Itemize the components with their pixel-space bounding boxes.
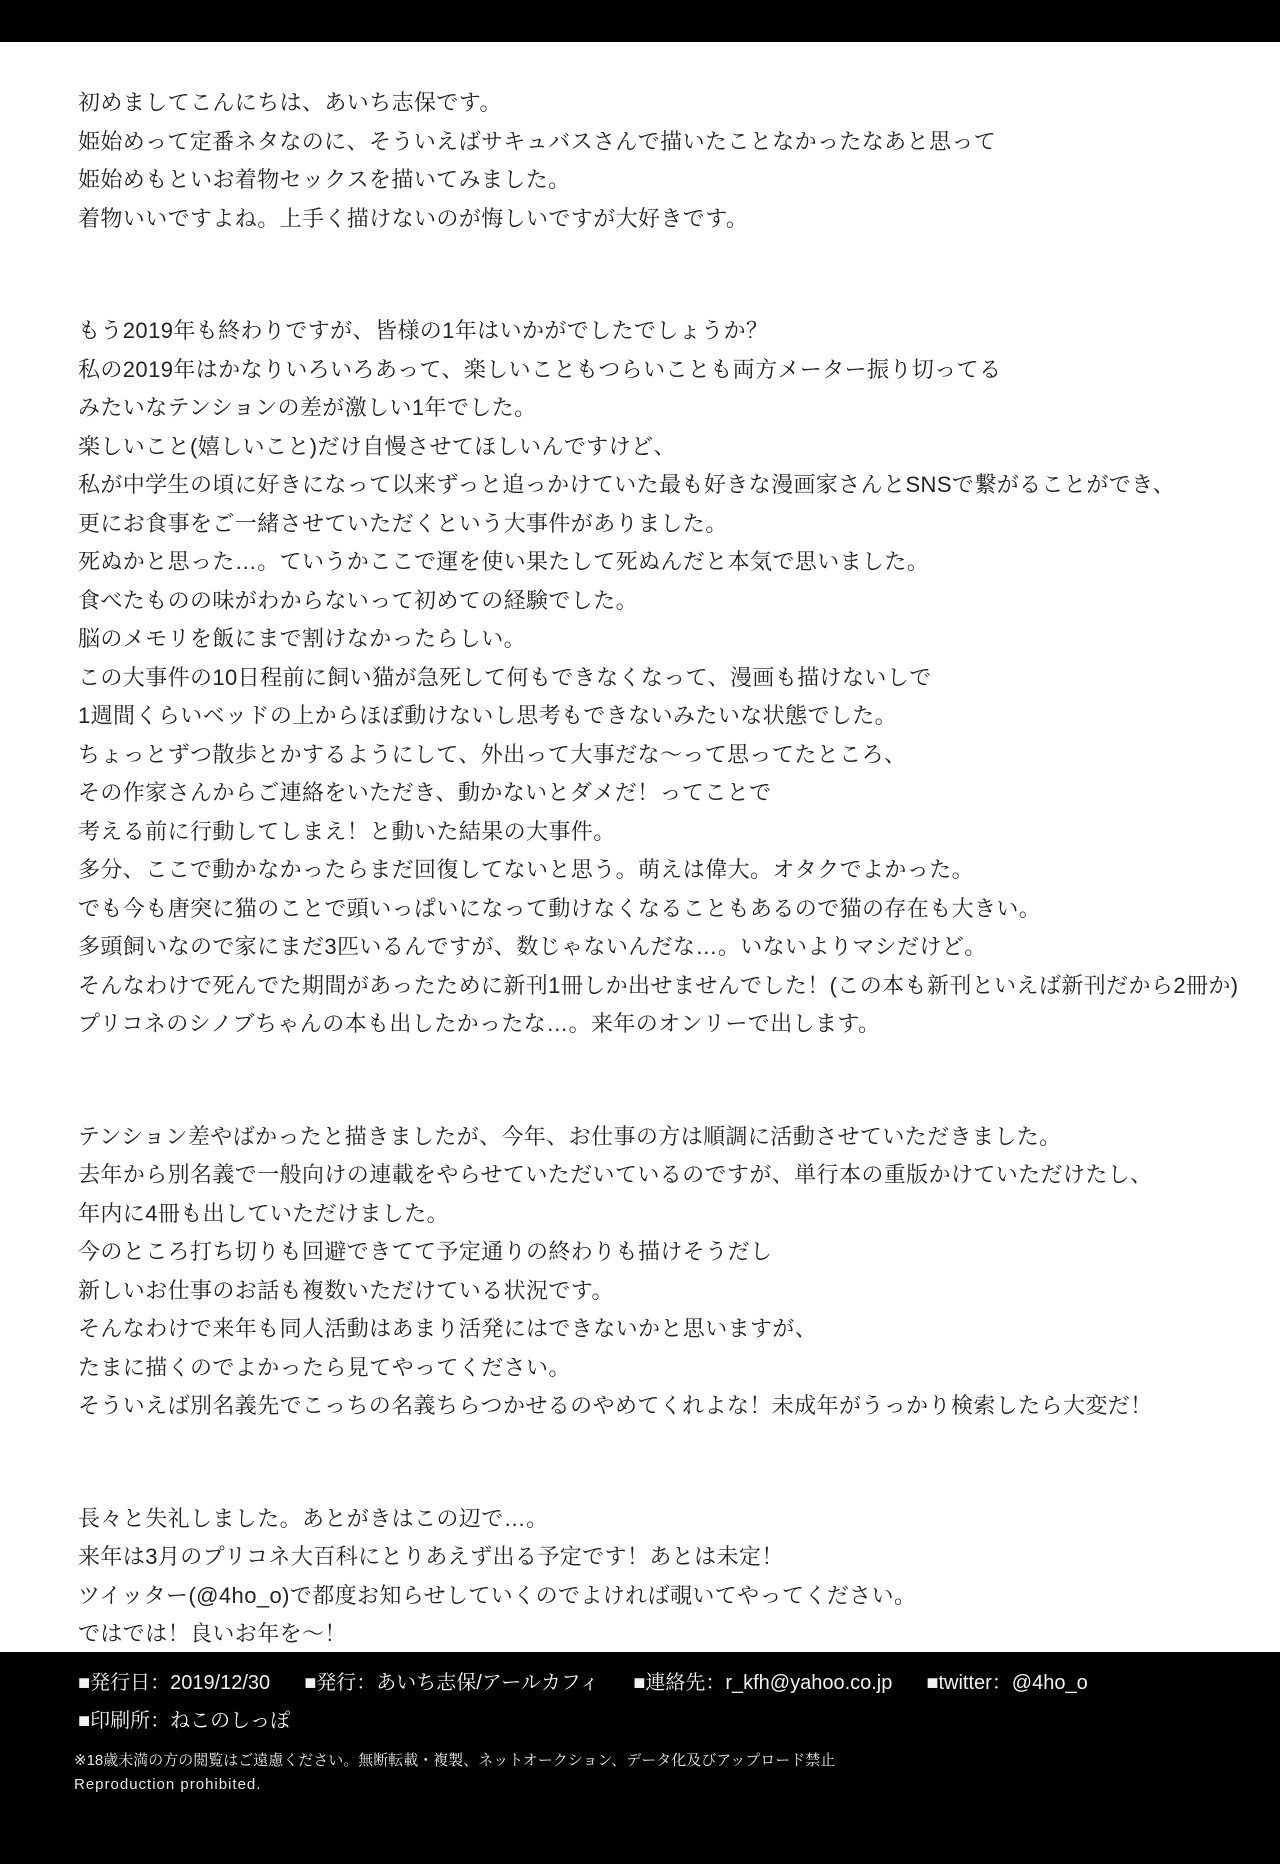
text-line: この大事件の10日程前に飼い猫が急死して何もできなくなって、漫画も描けないしで [78,664,932,690]
paragraph-intro [78,84,1230,238]
text-line: ちょっとずつ散歩とかするようにして、外出って大事だな～って思ってたところ、 [78,741,907,767]
text-line: テンション差やばかったと描きましたが、今年、お仕事の方は順調に活動させていただきました。 [78,1123,1062,1149]
text-line: みたいなテンションの差が激しい1年でした。 [78,395,537,420]
text-line: 来年は3月のプリコネ大百科にとりあえず出る予定です！あとは未定！ [78,1544,784,1569]
text-line: 姫始めもといお着物セックスを描いてみました。 [78,167,571,192]
text-line: 去年から別名義で一般向けの連載をやらせていただいているのですが、単行本の重版かけていただけたし、 [78,1162,1153,1187]
text-line: 長々と失礼しました。あとがきはこの辺で…。 [78,1505,549,1531]
publication-date: ■発行日：2019/12/30 [78,1672,271,1694]
afterword-body [0,42,1280,1654]
text-line: 私の2019年はかなりいろいろあって、楽しいこともつらいことも両方メーター振り切ってる [78,356,1002,382]
printer-info: ■印刷所：ねこのしっぽ [78,1710,291,1732]
age-restriction-notice: ※18歳未満の方の閲覧はご遠慮ください。無断転載・複製、ネットオークション、データ化及びアップロード禁止 [74,1752,836,1769]
text-line: 死ぬかと思った…。ていうかここで運を使い果たして死ぬんだと本気で思いました。 [78,549,930,574]
publication-info-row [78,1668,1240,1698]
text-line: そんなわけで来年も同人活動はあまり活発にはできないかと思いますが、 [78,1316,818,1341]
text-line: たまに描くのでよかったら見てやってください。 [78,1354,571,1380]
paragraph-work-update [78,1118,1230,1426]
paragraph-year-recap [78,312,1239,1044]
text-line: でも今も唐突に猫のことで頭いっぱいになって動けなくなることもあるので猫の存在も大きい。 [78,895,1042,921]
text-line: 食べたものの味がわからないって初めての経験でした。 [78,587,639,613]
colophon-footer [0,1652,1280,1864]
twitter-handle: ■twitter：@4ho_o [926,1672,1088,1694]
text-line: ではでは！良いお年を～！ [78,1621,347,1646]
text-line: 多頭飼いなので家にまだ3匹いるんですが、数じゃないんだな…。いないよりマシだけど。 [78,934,987,959]
text-line: ツイッター(@4ho_o)で都度お知らせしていくのでよければ覗いてやってください。 [78,1582,917,1608]
text-line: 多分、ここで動かなかったらまだ回復してないと思う。萌えは偉大。オタクでよかった。 [78,857,975,882]
text-line: 楽しいこと(嬉しいこと)だけ自慢させてほしいんですけど、 [78,433,676,459]
reproduction-notice: Reproduction prohibited. [74,1776,262,1793]
text-line: プリコネのシノブちゃんの本も出したかったな…。来年のオンリーで出します。 [78,1011,881,1036]
text-line: 私が中学生の頃に好きになって以来ずっと追っかけていた最も好きな漫画家さんとSNSで繋がることができ、 [78,472,1176,497]
text-line: 姫始めって定番ネタなのに、そういえばサキュバスさんで描いたことなかったなあと思って [78,128,997,154]
text-line: 1週間くらいベッドの上からほぼ動けないし思考もできないみたいな状態でした。 [78,703,898,728]
text-line: 新しいお仕事のお話も複数いただけている状況です。 [78,1277,614,1303]
text-line: もう2019年も終わりですが、皆様の1年はいかがでしたでしょうか？ [78,318,769,343]
text-line: そんなわけで死んでた期間があったために新刊1冊しか出せませんでした！(この本も新刊といえば新刊だから2冊か) [78,972,1239,998]
text-line: 初めましてこんにちは、あいち志保です。 [78,90,502,115]
text-line: 更にお食事をご一緒させていただくという大事件がありました。 [78,510,728,536]
text-line: 着物いいですよね。上手く描けないのが悔しいですが大好きです。 [78,205,749,231]
top-black-bar [0,0,1280,42]
publisher: ■発行：あいち志保/アールカフィ [304,1672,600,1694]
text-line: 脳のメモリを飯にまで割けなかったらしい。 [78,626,527,651]
text-line: その作家さんからご連絡をいただき、動かないとダメだ！ってことで [78,780,772,805]
contact-email: ■連絡先：r_kfh@yahoo.co.jp [633,1672,893,1694]
text-line: 今のところ打ち切りも回避できてて予定通りの終わりも描けそうだし [78,1239,773,1264]
text-line: そういえば別名義先でこっちの名義ちらつかせるのやめてくれよな！未成年がうっかり検索したら大変だ！ [78,1393,1153,1418]
paragraph-closing [78,1500,1230,1654]
text-line: 年内に4冊も出していただけました。 [78,1200,450,1226]
text-line: 考える前に行動してしまえ！と動いた結果の大事件。 [78,818,616,844]
